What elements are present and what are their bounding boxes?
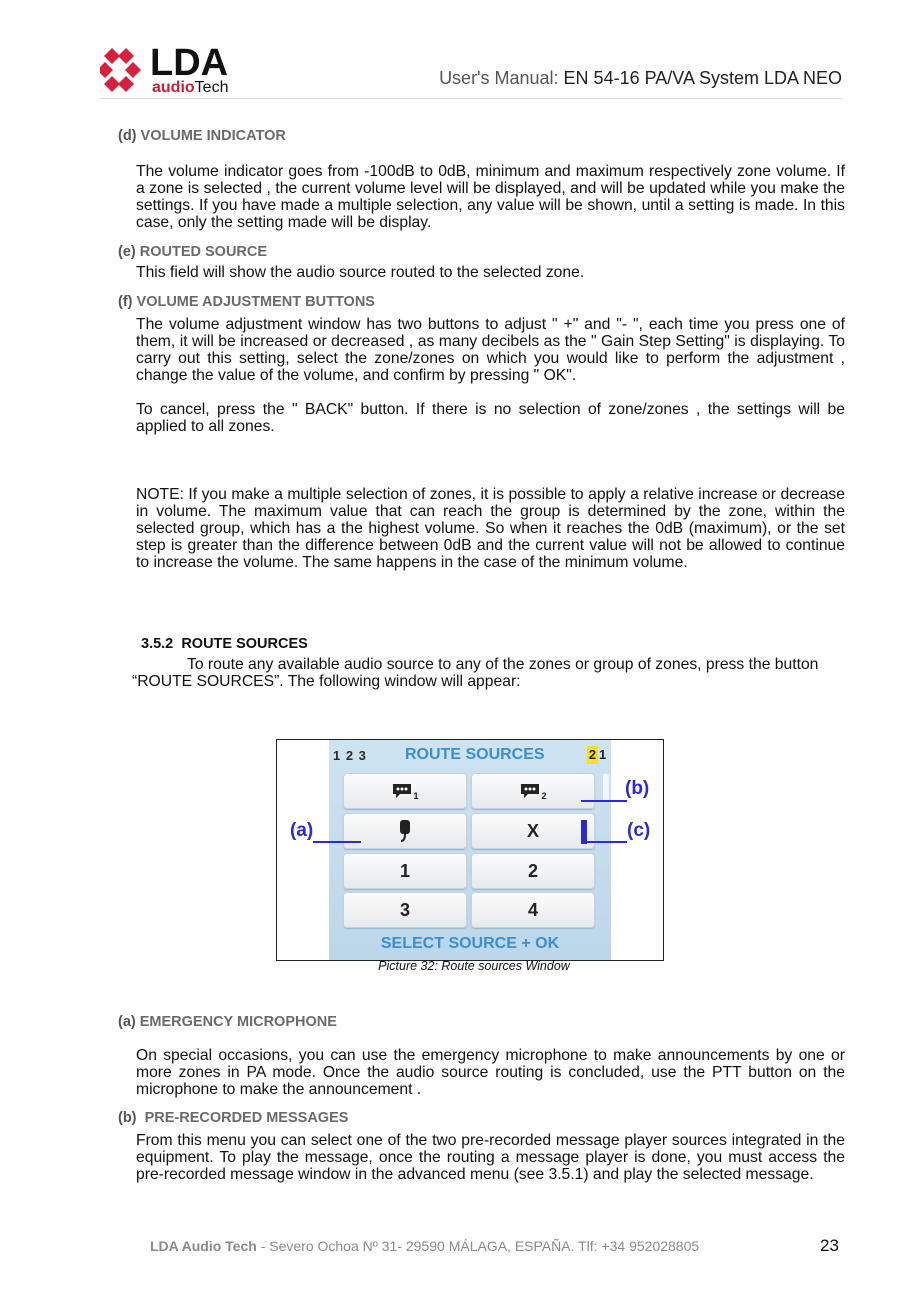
source-1-button: 1 xyxy=(343,853,467,889)
section-heading-pre-recorded: (b) PRE-RECORDED MESSAGES xyxy=(118,1110,349,1126)
source-4-button: 4 xyxy=(471,892,595,928)
figure-caption: Picture 32: Route sources Window xyxy=(378,959,570,973)
no-source-button: X xyxy=(471,813,595,849)
scrollbar xyxy=(603,774,609,802)
source-2-button: 2 xyxy=(471,853,595,889)
message-player-2-button xyxy=(471,773,595,809)
status-badge-highlight: 2 xyxy=(588,747,597,762)
paragraph-pre-recorded: From this menu you can select one of the two pre-recorded message player sources integrated in the equipment. To play the message, once the routing a message player is done, you must access the pre-recorded message window in the advanced menu (see 3.5.1) and play the selected message. xyxy=(136,1132,845,1183)
paragraph-note: NOTE: If you make a multiple selection of zones, it is possible to apply a relative increase or decrease in volume. The maximum value that can reach the group is determined by the zone, within the selected group, which has a the highest volume. So when it reaches the 0dB (maximum), or the set step is greater than the difference between 0dB and the current value will not be allowed to continue to increase the volume. The same happens in the case of the minimum volume. xyxy=(136,486,845,571)
section-heading-volume-adjustment: (f) VOLUME ADJUSTMENT BUTTONS xyxy=(118,294,375,310)
message-icon xyxy=(519,782,541,800)
paragraph-volume-adjustment: The volume adjustment window has two buttons to adjust " +" and "- ", each time you press one of them, it will be increased or decreased , as many decibels as the " Gain Step Setting" is displaying. To carry out this setting, select the zone/zones on which you would like to perform the adjustment , change the value of the volume, and confirm by pressing " OK". xyxy=(136,316,845,384)
page-number: 23 xyxy=(820,1236,839,1255)
annotation-a: (a) xyxy=(290,820,314,841)
message-icon xyxy=(391,782,413,800)
microphone-icon xyxy=(397,819,413,843)
screen-title: ROUTE SOURCES xyxy=(405,746,545,763)
subsection-heading-route-sources: 3.5.2 ROUTE SOURCES xyxy=(141,636,308,652)
message-1-subscript: 1 xyxy=(413,791,419,801)
screen-footer-instruction: SELECT SOURCE + OK xyxy=(380,935,560,952)
logo-wordmark: LDA xyxy=(150,42,229,84)
source-3-button: 3 xyxy=(343,892,467,928)
annotation-c: (c) xyxy=(627,820,651,841)
section-heading-emergency-microphone: (a) EMERGENCY MICROPHONE xyxy=(118,1014,337,1030)
document-title: User's Manual: EN 54-16 PA/VA System LDA NEO xyxy=(439,68,842,88)
paragraph-routed-source: This field will show the audio source routed to the selected zone. xyxy=(136,264,585,281)
figure-route-sources-window xyxy=(276,739,664,961)
page-footer: LDA Audio Tech - Severo Ochoa Nº 31- 29590 MÁLAGA, ESPAÑA. Tlf: +34 952028805 xyxy=(150,1238,700,1254)
annotation-b: (b) xyxy=(625,778,650,799)
paragraph-emergency-microphone: On special occasions, you can use the emergency microphone to make announcements by one or more zones in PA mode. Once the audio source routing is concluded, use the PTT button on the microphone to make the announcement . xyxy=(136,1047,845,1098)
emergency-microphone-button xyxy=(343,813,467,849)
logo-subtitle: audioTech xyxy=(152,79,229,96)
paragraph-cancel: To cancel, press the " BACK" button. If there is no selection of zone/zones , the settings will be applied to all zones. xyxy=(136,401,845,435)
message-2-subscript: 2 xyxy=(541,791,547,801)
message-player-1-button xyxy=(343,773,467,809)
logo-diamonds-icon xyxy=(100,46,150,96)
status-badge: 1 xyxy=(599,747,607,762)
company-logo xyxy=(100,42,245,98)
zone-numbers: 1 2 3 xyxy=(333,748,367,763)
paragraph-route-intro: To route any available audio source to any of the zones or group of zones, press the button “ROUTE SOURCES”. The following window will appear: xyxy=(132,656,819,690)
device-screen xyxy=(329,740,611,960)
annotation-c-line xyxy=(587,841,627,843)
paragraph-volume-indicator: The volume indicator goes from -100dB to 0dB, minimum and maximum respectively zone volume. If a zone is selected , the current volume level will be displayed, and will be updated while you make the settings. If you have made a multiple selection, any value will be shown, until a setting is made. In this case, only the setting made will be display. xyxy=(136,163,845,231)
annotation-a-line xyxy=(313,841,361,843)
section-heading-routed-source: (e) ROUTED SOURCE xyxy=(118,244,268,260)
header-divider xyxy=(100,98,842,99)
section-heading-volume-indicator: (d) VOLUME INDICATOR xyxy=(118,128,286,144)
annotation-b-line xyxy=(581,800,627,802)
